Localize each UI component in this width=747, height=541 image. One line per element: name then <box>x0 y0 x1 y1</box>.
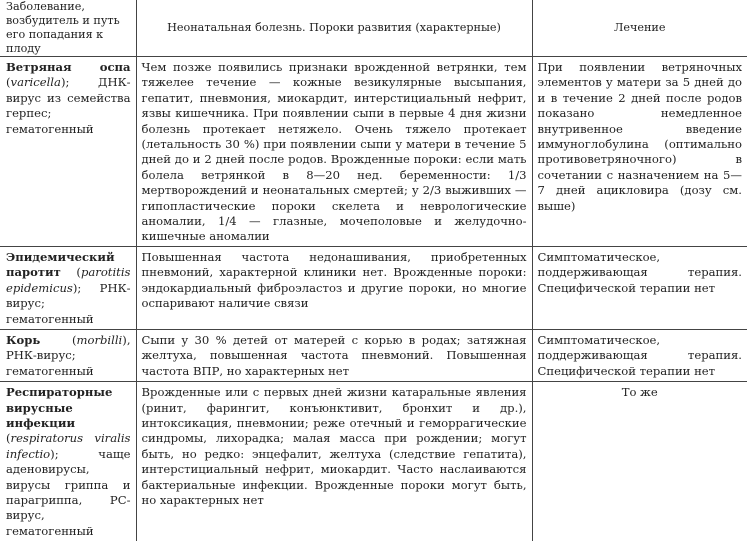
disease-description: Врожденные или с первых дней жизни катаральные явления (ринит, фарингит, конъюнктивит, бронхит и др.), интоксикация, пневмонии; реже отечный и геморрагические синдромы, лихорадка; малая масса при рождении; могут быть, но редко: энцефалит, желтуха (следствие гепатита), интерстициальный нефрит, миокардит. Часто наслаиваются бактериальные инфекции. Врожденные пороки могут быть, но характерных нет <box>141 385 527 507</box>
disease-description: Повышенная частота недонашивания, приобретенных пневмоний, характерной клиники нет. Врожденные пороки: эндокардиальный фиброэластоз и другие пороки, но многие оспаривают наличие связи <box>141 249 527 311</box>
cell-treatment <box>532 382 747 541</box>
latin-name: parotitis epidemicus <box>6 265 131 295</box>
cell-neonatal-disease <box>136 57 532 247</box>
cell-treatment <box>532 329 747 381</box>
cell-neonatal-disease <box>136 329 532 381</box>
treatment-text: То же <box>621 385 658 400</box>
header-disease-pathogen: Заболевание, возбудитель и путь его попадания к плоду <box>0 0 136 57</box>
latin-name: morbilli <box>76 332 123 347</box>
disease-description: Чем позже появились признаки врожденной ветрянки, тем тяжелее течение — кожные везикулярные высыпания, гепатит, пневмония, миокардит, интерстициальный нефрит, язвы кишечника. При появлении сыпи в первые 4 дня жизни болезнь протекает нетяжело. Очень тяжело протекает (летальность 30 %) при появлении сыпи у матери в течение 5 дней до и 2 дней после родов. Врожденные пороки: если мать болела ветрянкой в 8—20 нед. беременности: 1/3 мертворождений и неонатальных смертей; у 2/3 выживших — гипопластические пороки скелета и неврологические аномалии, 1/4 — глазные, мочеполовые и желудочно-кишечные аномалии <box>141 60 527 244</box>
table-row-respiratory <box>0 382 747 541</box>
header-neonatal-disease: Неонатальная болезнь. Пороки развития (характерные) <box>136 0 532 57</box>
header-treatment: Лечение <box>532 0 747 57</box>
latin-name: respiratorus viralis infectio <box>6 431 131 461</box>
cell-treatment <box>532 246 747 329</box>
cell-neonatal-disease <box>136 246 532 329</box>
table-row-measles <box>0 329 747 381</box>
cell-disease-pathogen: Ветряная оспа (varicella); ДНК-вирус из семейства герпес; гематогенный <box>6 60 131 136</box>
disease-name: Корь <box>6 332 41 347</box>
disease-description: Сыпи у 30 % детей от матерей с корью в родах; затяжная желтуха, повышенная частота пневмоний. Повышенная частота ВПР, но характерных нет <box>141 332 527 378</box>
table-row-mumps <box>0 246 747 329</box>
table-row-varicella <box>0 57 747 247</box>
pathogen-route: ; чаще аденовирусы, вирусы гриппа и парагриппа, РС-вирус, гематогенный <box>6 446 131 538</box>
treatment-text: Симптоматическое, поддерживающая терапия. Специфической терапии нет <box>537 332 742 378</box>
pathogen-route: ; ДНК-вирус из семейства герпес; гематогенный <box>6 75 131 136</box>
treatment-text: Симптоматическое, поддерживающая терапия. Специфической терапии нет <box>537 249 742 295</box>
disease-name: Эпидемический паротит <box>6 249 115 280</box>
pathogen-route: ; РНК-вирус; гематогенный <box>6 280 131 326</box>
disease-name: Ветряная оспа <box>6 60 131 74</box>
disease-name: Респираторные вирусные инфекции <box>6 385 113 430</box>
cell-disease-pathogen: Корь (morbilli), РНК-вирус; гематогенный <box>0 329 136 381</box>
cell-disease-pathogen: Респираторные вирусные инфекции (respiratorus viralis infectio); чаще аденовирусы, вирусы гриппа и парагриппа, РС-вирус, гематогенный <box>0 382 136 541</box>
pathogen-route: , РНК-вирус; гематогенный <box>6 332 131 378</box>
treatment-text: При появлении ветряночных элементов у матери за 5 дней до и в течение 2 дней после родов показано немедленное внутривенное введение иммуноглобулина (оптимально противоветряночного) в сочетании с назначением на 5—7 дней ацикловира (дозу см. выше) <box>537 60 742 213</box>
cell-treatment <box>532 57 747 247</box>
latin-name: varicella <box>10 75 61 90</box>
cell-neonatal-disease <box>136 382 532 541</box>
table-header-row <box>0 0 747 57</box>
cell-disease-pathogen: Эпидемический паротит (parotitis epidemicus); РНК-вирус; гематогенный <box>0 246 136 329</box>
